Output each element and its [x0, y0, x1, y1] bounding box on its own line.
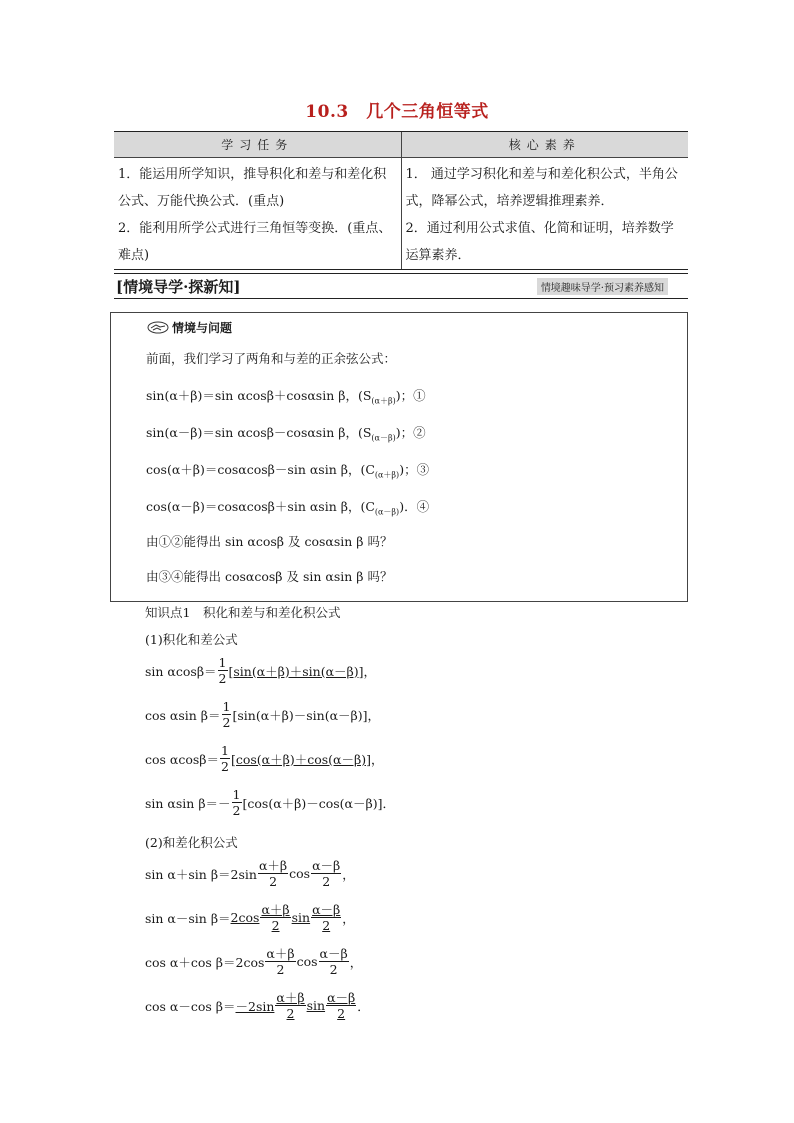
goals-tasks-cell	[114, 158, 402, 269]
knowledge-title: 知识点1 积化和差与和差化积公式	[145, 605, 341, 620]
goal-task-item: 1．能运用所学知识，推导积化和差与和差化积公式、万能代换公式．(重点)	[118, 167, 387, 209]
section-tag: 情境趣味导学·预习素养感知	[537, 278, 668, 295]
formula-line: sin(α＋β)＝sin αcosβ＋cosαsin β，$(S_{(\alpha+\beta)})$；①	[146, 388, 426, 406]
goals-body-row	[114, 158, 688, 269]
handshake-icon	[147, 321, 169, 334]
page-title: 10.3 几个三角恒等式	[305, 102, 489, 122]
formula-line: cos(α－β)＝cosαcosβ＋sin αsin β，$(C_{(\alpha-\beta)})$．④	[146, 499, 430, 517]
goals-header-row	[114, 132, 688, 158]
situation-box	[110, 312, 688, 602]
product-to-sum-formula: cos αcosβ＝ $\frac{1}{2}$ [cos(α＋β)＋cos(α－β)] ，	[145, 743, 384, 774]
situation-intro: 前面，我们学习了两角和与差的正余弦公式：	[146, 351, 397, 366]
situation-heading	[147, 319, 232, 336]
sum-to-product-formula: sin α＋sin β＝2sin $\frac{\alpha+\beta}{2}$ cos $\frac{\alpha-\beta}{2}$ ，	[145, 858, 355, 889]
subheading-sum-to-product: (2)和差化积公式	[145, 835, 238, 850]
formula-line: sin(α－β)＝sin αcosβ－cosαsin β，$(S_{(\alpha-\beta)})$；②	[146, 425, 426, 443]
section-header	[114, 273, 688, 299]
section-title: [情境导学·探新知]	[116, 278, 241, 296]
situation-heading-text: 情境与问题	[172, 321, 233, 335]
formula-line: cos(α＋β)＝cosαcosβ－sin αsin β，$(C_{(\alpha+\beta)})$；③	[146, 462, 430, 480]
sum-to-product-formula: cos α＋cos β＝2cos $\frac{\alpha+\beta}{2}$ cos $\frac{\alpha-\beta}{2}$ ，	[145, 946, 363, 977]
sum-to-product-formula: cos α－cos β＝ －2sin $\frac{\alpha+\beta}{2}$ sin $\frac{\alpha-\beta}{2}$ ．	[145, 990, 370, 1021]
subheading-product-to-sum: (1)积化和差公式	[145, 632, 238, 647]
goals-literacy-cell	[402, 158, 689, 269]
goals-header-literacy: 核心素养	[508, 138, 581, 152]
product-to-sum-formula: sin αcosβ＝ $\frac{1}{2}$ [sin(α＋β)＋sin(α－β)] ，	[145, 655, 377, 686]
sum-to-product-formula: sin α－sin β＝ 2cos $\frac{\alpha+\beta}{2}$ sin $\frac{\alpha-\beta}{2}$ ，	[145, 902, 355, 933]
product-to-sum-formula: sin αsin β＝－ $\frac{1}{2}$ [cos(α＋β)－cos(α－β)] ．	[145, 787, 395, 818]
goal-literacy-item: 2．通过利用公式求值、化简和证明，培养数学运算素养．	[405, 221, 674, 263]
goal-literacy-item: 1． 通过学习积化和差与和差化积公式，半角公式，降幂公式，培养逻辑推理素养．	[405, 167, 678, 209]
learning-goals-table	[114, 131, 688, 270]
goal-task-item: 2．能利用所学公式进行三角恒等变换．(重点、难点)	[118, 221, 392, 263]
question-line: 由③④能得出 cosαcosβ 及 sin αsin β 吗？	[146, 569, 393, 584]
product-to-sum-formula: cos αsin β＝ $\frac{1}{2}$ [sin(α＋β)－sin(α－β)] ，	[145, 699, 381, 730]
question-line: 由①②能得出 sin αcosβ 及 cosαsin β 吗？	[146, 534, 393, 549]
goals-header-tasks: 学习任务	[114, 132, 402, 157]
